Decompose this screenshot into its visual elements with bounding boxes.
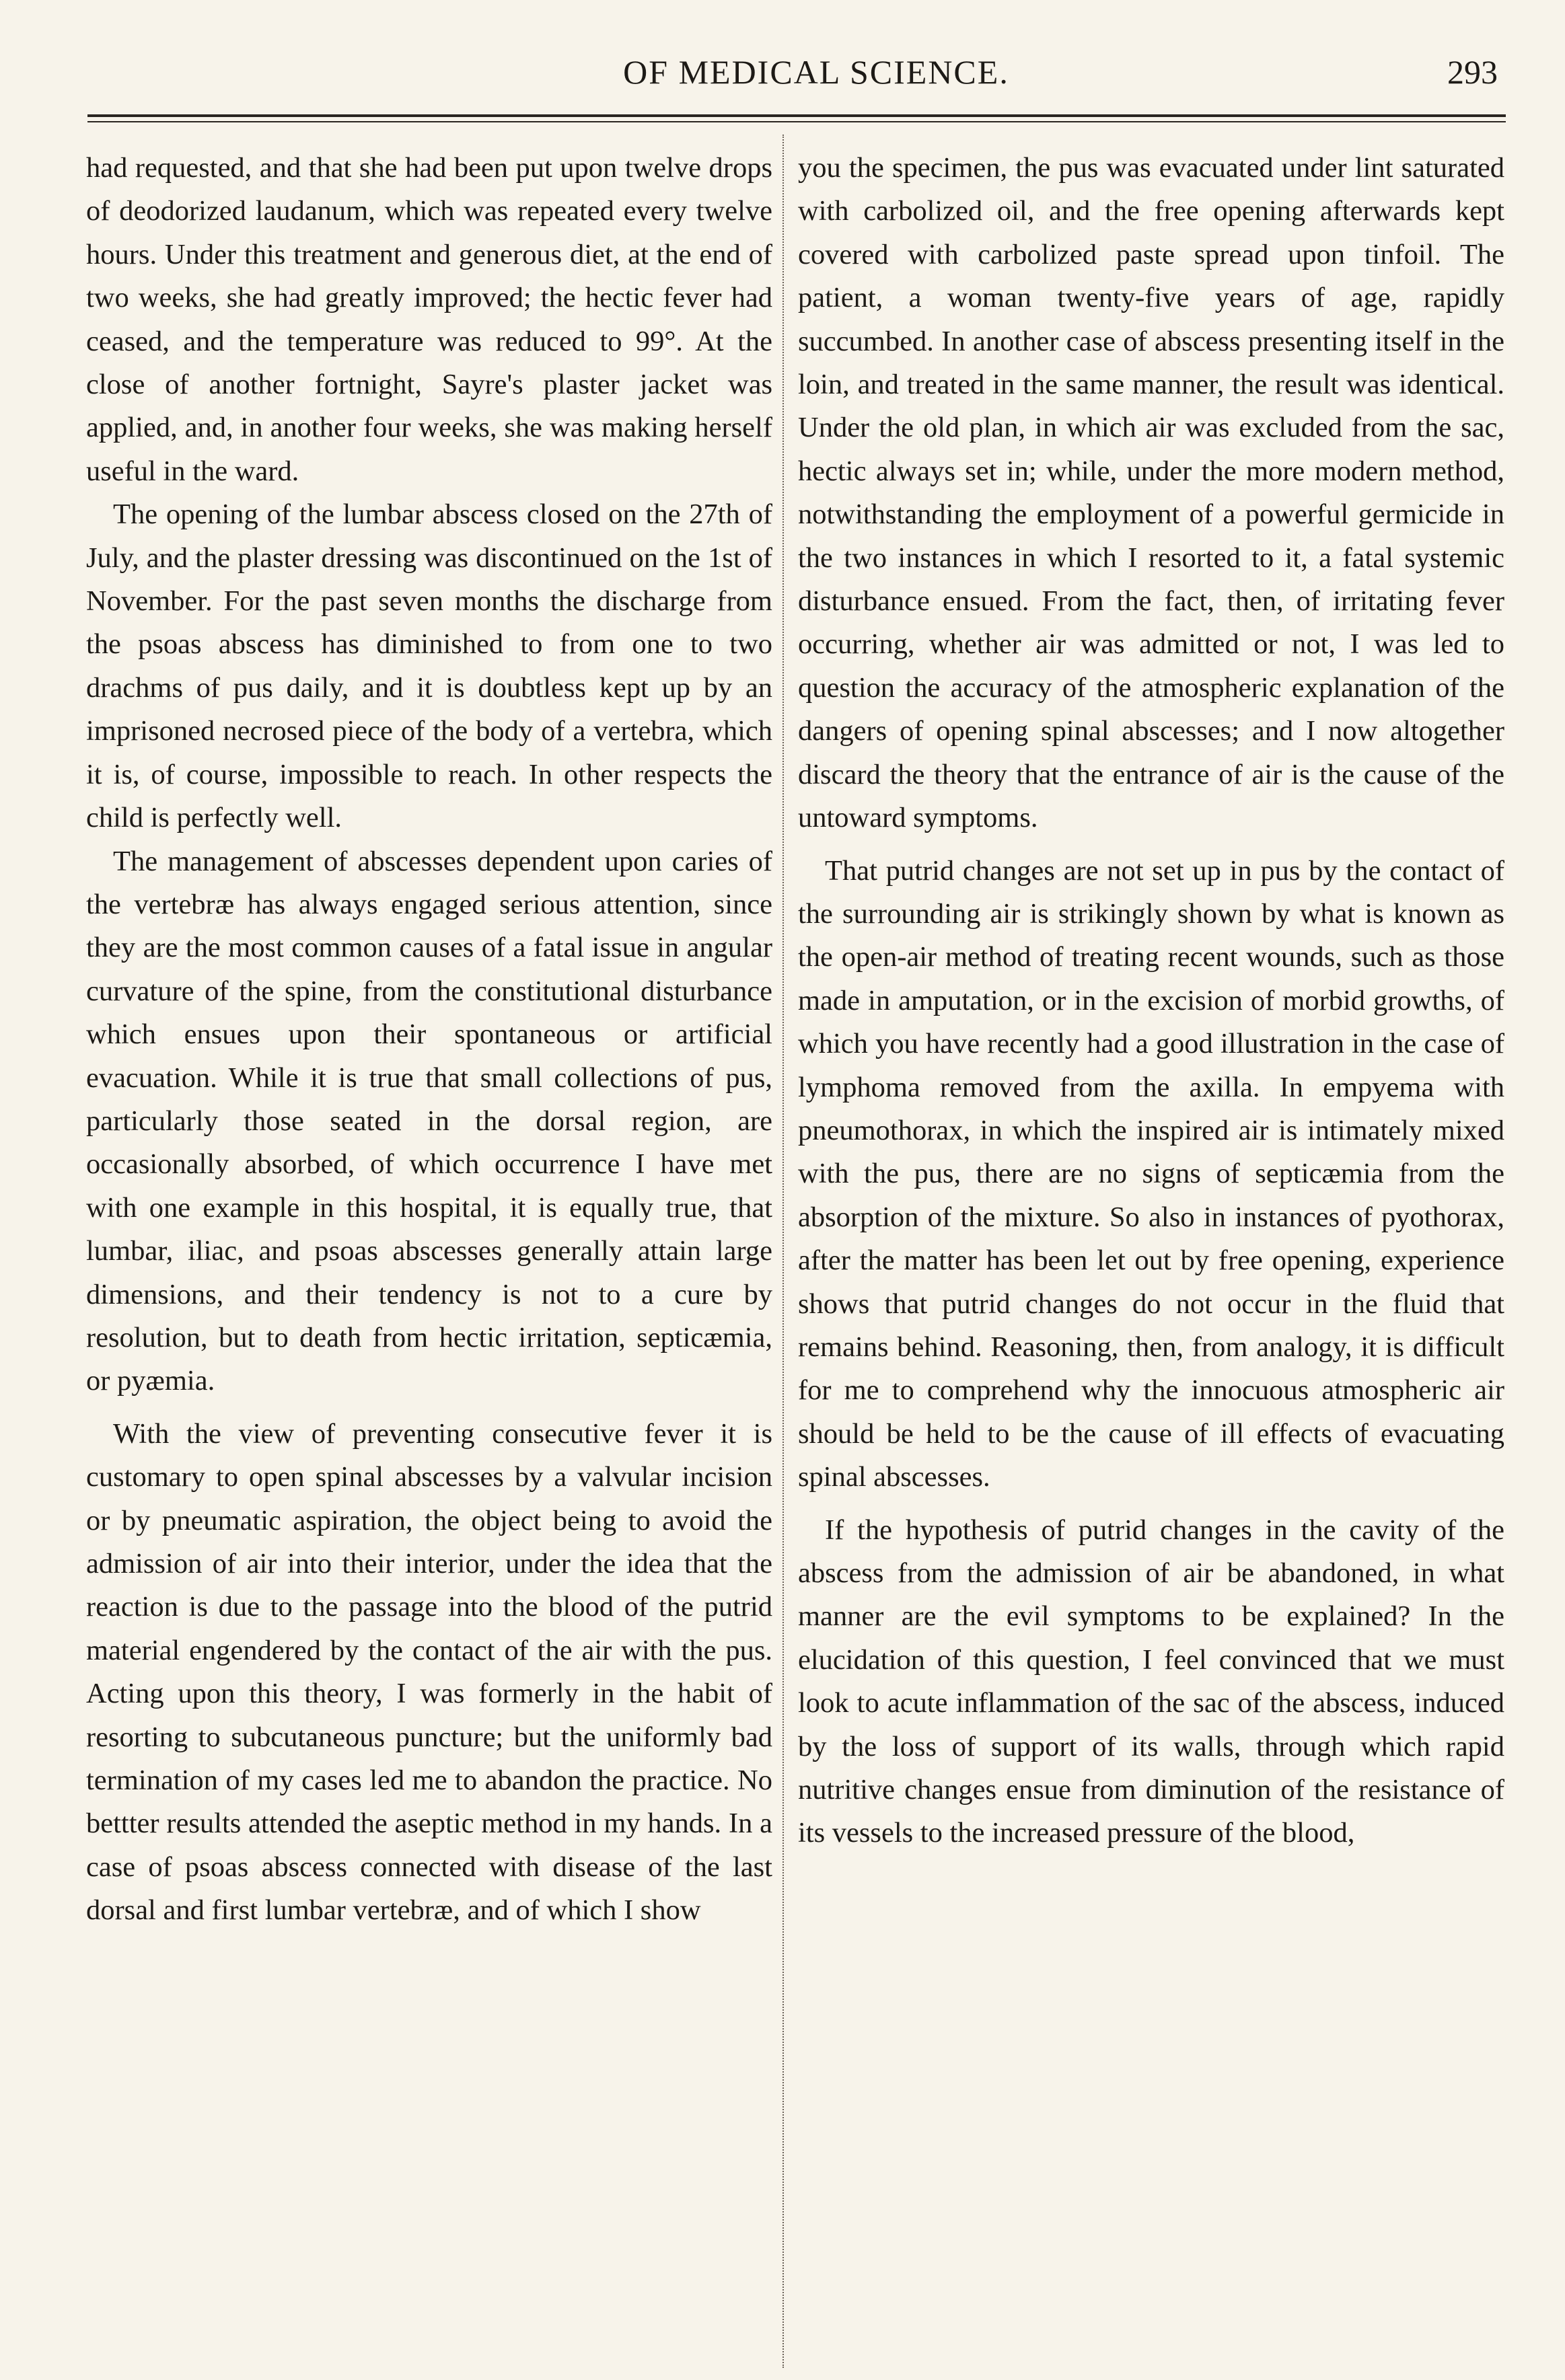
column-divider	[782, 135, 784, 2368]
paragraph: If the hypothesis of putrid changes in the cavity of the abscess from the admission of air be abandoned, in what manner are the evil symptoms to be explained? In the elucidation of this question, I feel convinced that we must look to acute inflammation of the sac of the abscess, induced by the loss of support of its walls, through which rapid nutritive changes ensue from diminution of the resistance of its vessels to the increased pressure of the blood,	[798, 1514, 1504, 1849]
header-rule-thin	[87, 121, 1506, 122]
paragraph: The management of abscesses dependent upon caries of the vertebræ has always engaged serious attention, since they are the most common causes of a fatal issue in angular curvature of the spine, from the constitutional disturbance which ensues upon their spontaneous or artificial evacuation. While it is true that small collections of pus, particularly those seated in the dorsal region, are occasionally absorbed, of which occurrence I have met with one example in this hospital, it is equally true, that lumbar, iliac, and psoas abscesses generally attain large dimensions, and their tendency is not to a cure by resolution, but to death from hectic irritation, septicæmia, or pyæmia.	[86, 845, 772, 1397]
right-column	[798, 147, 1504, 2360]
paragraph: That putrid changes are not set up in pus by the contact of the surrounding air is strikingly shown by what is known as the open-air method of treating recent wounds, such as those made in amputation, or in the excision of morbid growths, of which you have recently had a good illustration in the case of lymphoma removed from the axilla. In empyema with pneumothorax, in which the inspired air is intimately mixed with the pus, there are no signs of septicæmia from the absorption of the mixture. So also in instances of pyothorax, after the matter has been let out by free opening, experience shows that putrid changes do not occur in the fluid that remains behind. Reasoning, then, from analogy, it is difficult for me to comprehend why the innocuous atmospheric air should be held to be the cause of ill effects of evacuating spinal abscesses.	[798, 854, 1504, 1493]
header-rule-thick	[87, 114, 1506, 117]
page-number: 293	[1447, 53, 1498, 91]
paragraph: The opening of the lumbar abscess closed on the 27th of July, and the plaster dressing was discontinued on the 1st of November. For the past seven months the discharge from the psoas abscess has diminished to from one to two drachms of pus daily, and it is doubtless kept up by an imprisoned necrosed piece of the body of a vertebra, which it is, of course, impossible to reach. In other respects the child is perfectly well.	[86, 498, 772, 834]
page-header	[135, 52, 1498, 100]
paragraph: had requested, and that she had been put upon twelve drops of deodorized laudanum, which was repeated every twelve hours. Under this treatment and generous diet, at the end of two weeks, she had greatly improved; the hectic fever had ceased, and the temperature was reduced to 99°. At the close of another fortnight, Sayre's plaster jacket was applied, and, in another four weeks, she was making herself useful in the ward.	[86, 152, 772, 487]
paragraph: you the specimen, the pus was evacuated under lint saturated with carbolized oil, and the free opening afterwards kept covered with carbolized paste spread upon tinfoil. The patient, a woman twenty-five years of age, rapidly succumbed. In another case of abscess presenting itself in the loin, and treated in the same manner, the result was identical. Under the old plan, in which air was excluded from the sac, hectic always set in; while, under the more modern method, notwithstanding the employment of a powerful germicide in the two instances in which I resorted to it, a fatal systemic disturbance ensued. From the fact, then, of irritating fever occurring, whether air was admitted or not, I was led to question the accuracy of the atmospheric explanation of the dangers of opening spinal abscesses; and I now altogether discard the theory that the entrance of air is the cause of the untoward symptoms.	[798, 152, 1504, 834]
running-title: OF MEDICAL SCIENCE.	[623, 53, 1009, 91]
paragraph: With the view of preventing consecutive fever it is customary to open spinal abscesses by a valvular incision or by pneumatic aspiration, the object being to avoid the admission of air into their interior, under the idea that the reaction is due to the passage into the blood of the putrid material engendered by the contact of the air with the pus. Acting upon this theory, I was formerly in the habit of resorting to subcutaneous puncture; but the uniformly bad termination of my cases led me to abandon the practice. No bettter results attended the aseptic method in my hands. In a case of psoas abscess connected with disease of the last dorsal and first lumbar vertebræ, and of which I show	[86, 1417, 772, 1927]
left-column	[86, 147, 772, 2360]
